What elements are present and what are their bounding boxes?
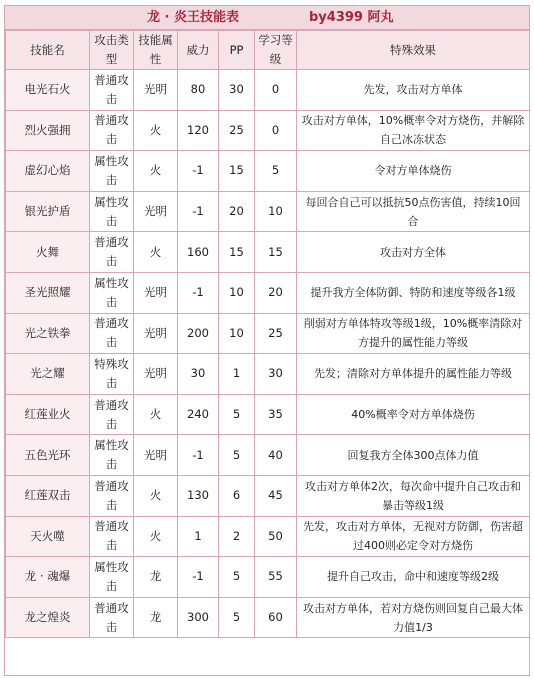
special-effect-cell: 每回合自己可以抵抗50点伤害值，持续10回合 (297, 191, 530, 232)
skill-name-cell: 红莲业火 (6, 394, 90, 435)
power-cell: 200 (178, 313, 219, 354)
pp-cell: 5 (219, 394, 255, 435)
power-cell: -1 (178, 435, 219, 476)
learn-level-cell: 60 (255, 597, 297, 638)
power-cell: 130 (178, 475, 219, 516)
learn-level-cell: 20 (255, 272, 297, 313)
skill-attribute-cell: 光明 (134, 272, 178, 313)
special-effect-cell: 提升自己攻击，命中和速度等级2级 (297, 557, 530, 598)
table-row (6, 70, 530, 111)
learn-level-cell: 0 (255, 70, 297, 111)
attack-type-cell: 普通攻击 (90, 313, 134, 354)
skill-attribute-cell: 火 (134, 151, 178, 192)
attack-type-cell: 普通攻击 (90, 394, 134, 435)
attack-type-cell: 普通攻击 (90, 232, 134, 273)
learn-level-cell: 0 (255, 110, 297, 151)
attack-type-cell: 属性攻击 (90, 272, 134, 313)
power-cell: 160 (178, 232, 219, 273)
table-row (6, 435, 530, 476)
header-learn-level: 学习等级 (255, 31, 297, 70)
attack-type-cell: 属性攻击 (90, 191, 134, 232)
power-cell: -1 (178, 272, 219, 313)
attack-type-cell: 普通攻击 (90, 110, 134, 151)
skill-attribute-cell: 龙 (134, 557, 178, 598)
skill-table (5, 30, 530, 638)
header-special-effect: 特殊效果 (297, 31, 530, 70)
special-effect-cell: 40%概率令对方单体烧伤 (297, 394, 530, 435)
table-row (6, 191, 530, 232)
skill-name-cell: 烈火强拥 (6, 110, 90, 151)
table-title: 龙 · 炎王技能表 (147, 10, 239, 25)
attack-type-cell: 普通攻击 (90, 70, 134, 111)
table-row (6, 557, 530, 598)
skill-name-cell: 银光护盾 (6, 191, 90, 232)
power-cell: 80 (178, 70, 219, 111)
learn-level-cell: 45 (255, 475, 297, 516)
learn-level-cell: 55 (255, 557, 297, 598)
power-cell: -1 (178, 557, 219, 598)
table-author: by4399 阿丸 (309, 10, 394, 25)
table-row (6, 394, 530, 435)
skill-name-cell: 红莲双击 (6, 475, 90, 516)
special-effect-cell: 回复我方全体300点体力值 (297, 435, 530, 476)
skill-name-cell: 五色光环 (6, 435, 90, 476)
power-cell: 300 (178, 597, 219, 638)
attack-type-cell: 属性攻击 (90, 435, 134, 476)
special-effect-cell: 攻击对方单体，若对方烧伤则回复自己最大体力值1/3 (297, 597, 530, 638)
skill-attribute-cell: 光明 (134, 354, 178, 395)
pp-cell: 30 (219, 70, 255, 111)
table-row (6, 597, 530, 638)
attack-type-cell: 特殊攻击 (90, 354, 134, 395)
pp-cell: 5 (219, 557, 255, 598)
power-cell: 30 (178, 354, 219, 395)
special-effect-cell: 先发，攻击对方单体 (297, 70, 530, 111)
table-row (6, 110, 530, 151)
pp-cell: 10 (219, 272, 255, 313)
table-header-row (6, 31, 530, 70)
pp-cell: 5 (219, 435, 255, 476)
skill-name-cell: 光之铁拳 (6, 313, 90, 354)
special-effect-cell: 削弱对方单体特攻等级1级，10%概率清除对方提升的属性能力等级 (297, 313, 530, 354)
attack-type-cell: 属性攻击 (90, 557, 134, 598)
skill-table-frame (4, 5, 530, 676)
table-title-bar (5, 6, 529, 30)
power-cell: 120 (178, 110, 219, 151)
skill-attribute-cell: 火 (134, 475, 178, 516)
power-cell: 1 (178, 516, 219, 557)
learn-level-cell: 5 (255, 151, 297, 192)
header-attack-type: 攻击类型 (90, 31, 134, 70)
header-skill-attribute: 技能属性 (134, 31, 178, 70)
skill-name-cell: 圣光照耀 (6, 272, 90, 313)
header-pp: PP (219, 31, 255, 70)
attack-type-cell: 属性攻击 (90, 151, 134, 192)
skill-attribute-cell: 光明 (134, 313, 178, 354)
special-effect-cell: 攻击对方单体2次，每次命中提升自己攻击和暴击等级1级 (297, 475, 530, 516)
pp-cell: 15 (219, 151, 255, 192)
pp-cell: 15 (219, 232, 255, 273)
learn-level-cell: 10 (255, 191, 297, 232)
pp-cell: 2 (219, 516, 255, 557)
table-row (6, 516, 530, 557)
skill-name-cell: 光之耀 (6, 354, 90, 395)
skill-name-cell: 龙 · 魂爆 (6, 557, 90, 598)
attack-type-cell: 普通攻击 (90, 597, 134, 638)
attack-type-cell: 普通攻击 (90, 516, 134, 557)
learn-level-cell: 35 (255, 394, 297, 435)
header-skill-name: 技能名 (6, 31, 90, 70)
special-effect-cell: 攻击对方全体 (297, 232, 530, 273)
table-row (6, 475, 530, 516)
learn-level-cell: 25 (255, 313, 297, 354)
table-row (6, 151, 530, 192)
learn-level-cell: 15 (255, 232, 297, 273)
skill-attribute-cell: 光明 (134, 191, 178, 232)
learn-level-cell: 50 (255, 516, 297, 557)
skill-attribute-cell: 火 (134, 394, 178, 435)
skill-attribute-cell: 光明 (134, 70, 178, 111)
learn-level-cell: 40 (255, 435, 297, 476)
skill-attribute-cell: 光明 (134, 435, 178, 476)
skill-attribute-cell: 龙 (134, 597, 178, 638)
table-row (6, 313, 530, 354)
header-power: 威力 (178, 31, 219, 70)
pp-cell: 25 (219, 110, 255, 151)
skill-name-cell: 天火噬 (6, 516, 90, 557)
skill-name-cell: 电光石火 (6, 70, 90, 111)
learn-level-cell: 30 (255, 354, 297, 395)
special-effect-cell: 先发，攻击对方单体，无视对方防御，伤害超过400则必定令对方烧伤 (297, 516, 530, 557)
power-cell: -1 (178, 191, 219, 232)
pp-cell: 1 (219, 354, 255, 395)
skill-attribute-cell: 火 (134, 516, 178, 557)
pp-cell: 20 (219, 191, 255, 232)
skill-attribute-cell: 火 (134, 110, 178, 151)
table-row (6, 272, 530, 313)
special-effect-cell: 提升我方全体防御、特防和速度等级各1级 (297, 272, 530, 313)
table-row (6, 354, 530, 395)
pp-cell: 6 (219, 475, 255, 516)
special-effect-cell: 攻击对方单体，10%概率令对方烧伤，并解除自己冰冻状态 (297, 110, 530, 151)
table-row (6, 232, 530, 273)
skill-name-cell: 火舞 (6, 232, 90, 273)
power-cell: 240 (178, 394, 219, 435)
skill-name-cell: 虚幻心焰 (6, 151, 90, 192)
skill-name-cell: 龙之煌炎 (6, 597, 90, 638)
special-effect-cell: 令对方单体烧伤 (297, 151, 530, 192)
attack-type-cell: 普通攻击 (90, 475, 134, 516)
pp-cell: 5 (219, 597, 255, 638)
pp-cell: 10 (219, 313, 255, 354)
power-cell: -1 (178, 151, 219, 192)
skill-attribute-cell: 火 (134, 232, 178, 273)
special-effect-cell: 先发；清除对方单体提升的属性能力等级 (297, 354, 530, 395)
